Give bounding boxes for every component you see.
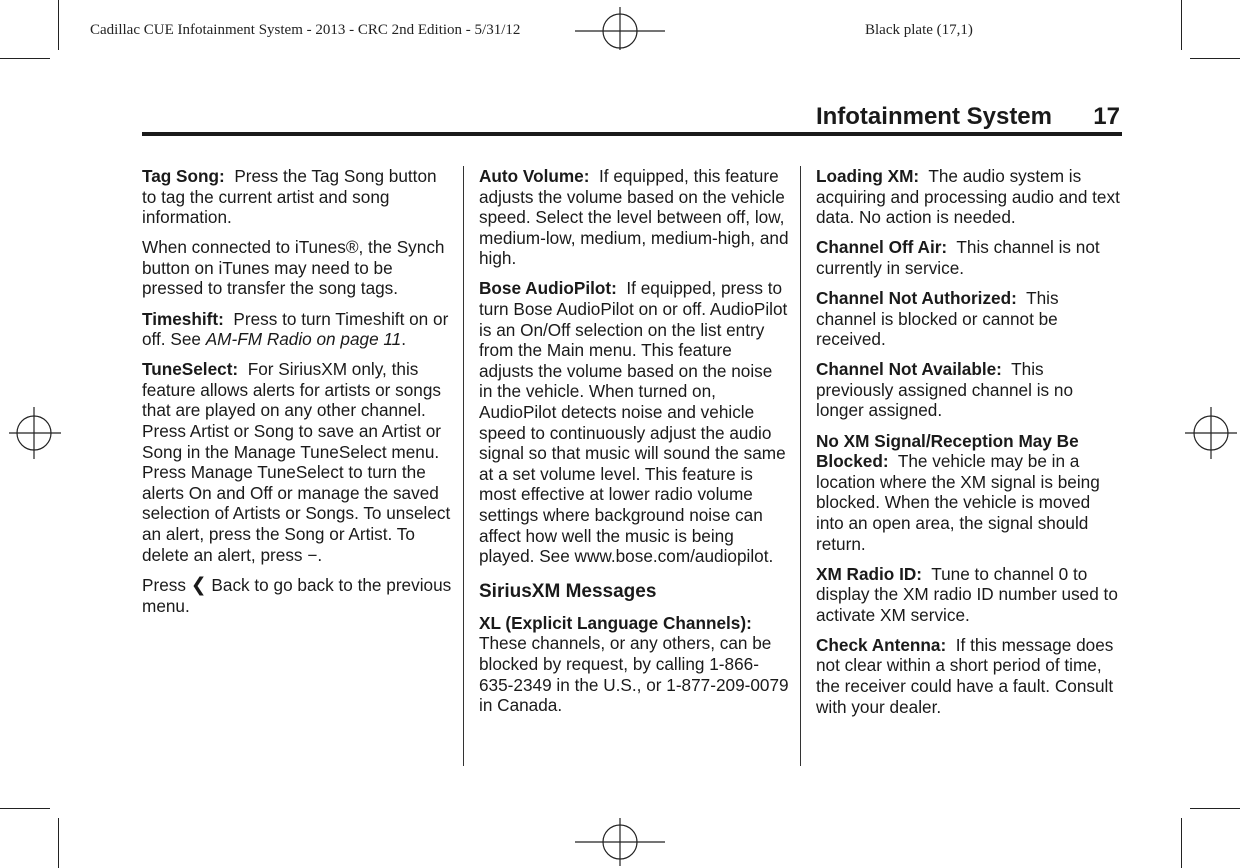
crop-mark <box>1190 58 1240 59</box>
registration-mark-top-icon <box>575 5 670 50</box>
term-text: Press to turn Timeshift on or off. See <box>142 308 449 350</box>
channel-not-authorized-paragraph <box>816 288 1122 350</box>
term-text: The audio system is acquiring and processing audio and text data. No action is needed. <box>816 166 1120 228</box>
term-label: XM Radio ID: <box>816 563 922 584</box>
term-label: Timeshift: <box>142 308 224 329</box>
term-text: For SiriusXM only, this feature allows alerts for artists or songs that are played on any other channel. Press Artist or Song to save an Artist or Song in the Manage TuneSelect menu. Press Manage TuneSelect to turn the alerts On and Off or manage the saved selection of Artists or Songs. To unselect an alert, press the Song or Artist. To delete an alert, press −. <box>142 359 451 565</box>
tag-song-paragraph <box>142 166 452 228</box>
timeshift-paragraph <box>142 309 452 350</box>
page-number: 17 <box>1093 103 1120 130</box>
crop-mark <box>0 808 50 809</box>
tuneselect-paragraph <box>142 359 452 565</box>
term-text: This channel is not currently in service. <box>816 237 1100 278</box>
term-text: This channel is blocked or cannot be received. <box>816 287 1059 350</box>
term-text: These channels, or any others, can be blocked by request, by calling 1-866-635-2349 in the U.S., or 1-877-209-0079 in Canada. <box>479 633 789 716</box>
column-2 <box>479 166 789 725</box>
channel-off-air-paragraph <box>816 237 1122 278</box>
auto-volume-paragraph <box>479 166 789 269</box>
term-label: TuneSelect: <box>142 359 239 380</box>
channel-not-available-paragraph <box>816 359 1122 421</box>
term-label: Bose AudioPilot: <box>479 278 617 299</box>
running-header <box>142 103 1122 133</box>
xl-paragraph <box>479 613 789 716</box>
term-label: Channel Not Available: <box>816 359 1002 380</box>
crop-mark <box>0 58 50 59</box>
xm-radio-id-paragraph <box>816 564 1122 626</box>
back-chevron-icon: ❮ <box>190 574 207 596</box>
crop-mark <box>58 0 59 50</box>
term-text: The vehicle may be in a location where the XM signal is being blocked. When the vehicle is moved into an open area, the signal should return. <box>816 451 1100 554</box>
itunes-paragraph <box>142 237 452 299</box>
print-meta-right: Black plate (17,1) <box>865 22 973 38</box>
cross-reference-link[interactable]: AM-FM Radio on page 11 <box>205 329 402 350</box>
term-label: No XM Signal/Reception May Be Blocked: <box>816 430 1079 472</box>
section-title: Infotainment System <box>815 103 1052 130</box>
crop-mark <box>1181 818 1182 868</box>
body-text: When connected to iTunes®, the Synch button on iTunes may need to be pressed to transfer the song tags. <box>142 237 445 299</box>
term-label: Tag Song: <box>142 166 225 186</box>
no-xm-signal-paragraph <box>816 431 1122 555</box>
term-text: This previously assigned channel is no longer assigned. <box>816 359 1074 421</box>
term-label: XL (Explicit Language Channels): <box>479 612 752 633</box>
siriusxm-messages-heading: SiriusXM Messages <box>479 580 657 602</box>
body-text: Press <box>142 574 186 595</box>
term-label: Channel Not Authorized: <box>816 287 1017 308</box>
registration-mark-left-icon <box>6 405 66 461</box>
bose-audiopilot-paragraph <box>479 278 789 566</box>
term-label: Auto Volume: <box>479 166 590 186</box>
column-divider <box>800 166 801 766</box>
column-1 <box>142 166 452 626</box>
term-text: If equipped, this feature adjusts the volume based on the vehicle speed. Select the level between off, low, medium-low, medium, medium-high, and high. <box>479 166 789 269</box>
term-text: Tune to channel 0 to display the XM radio ID number used to activate XM service. <box>816 563 1118 625</box>
registration-mark-right-icon <box>1182 405 1240 461</box>
column-divider <box>463 166 464 766</box>
crop-mark <box>1181 0 1182 50</box>
term-text: If equipped, press to turn Bose AudioPilot on or off. AudioPilot is an On/Off selection on the list entry from the Main menu. This feature adjusts the volume based on the noise in the vehicle. When turned on, AudioPilot detects noise and vehicle speed to continuously adjust the audio signal so that music will sound the same at a set volume level. This feature is most effective at lower radio volume settings where background noise can affect how well the music is being played. See www.bose.com/audiopilot. <box>479 278 788 567</box>
term-text: Press the Tag Song button to tag the current artist and song information. <box>142 166 437 228</box>
header-rule <box>142 132 1122 136</box>
registration-mark-bottom-icon <box>575 818 670 868</box>
term-text: If this message does not clear within a short period of time, the receiver could have a fault. Consult with your dealer. <box>816 634 1114 717</box>
back-paragraph <box>142 575 452 617</box>
print-meta-left: Cadillac CUE Infotainment System - 2013 - CRC 2nd Edition - 5/31/12 <box>90 22 521 38</box>
term-label: Channel Off Air: <box>816 237 948 258</box>
check-antenna-paragraph <box>816 635 1122 717</box>
body-text: Back to go back to the previous menu. <box>142 574 452 617</box>
term-text-end: . <box>401 329 407 350</box>
term-label: Loading XM: <box>816 166 920 186</box>
crop-mark <box>58 818 59 868</box>
crop-mark <box>1190 808 1240 809</box>
column-3 <box>816 166 1122 727</box>
term-label: Check Antenna: <box>816 634 947 655</box>
loading-xm-paragraph <box>816 166 1122 228</box>
